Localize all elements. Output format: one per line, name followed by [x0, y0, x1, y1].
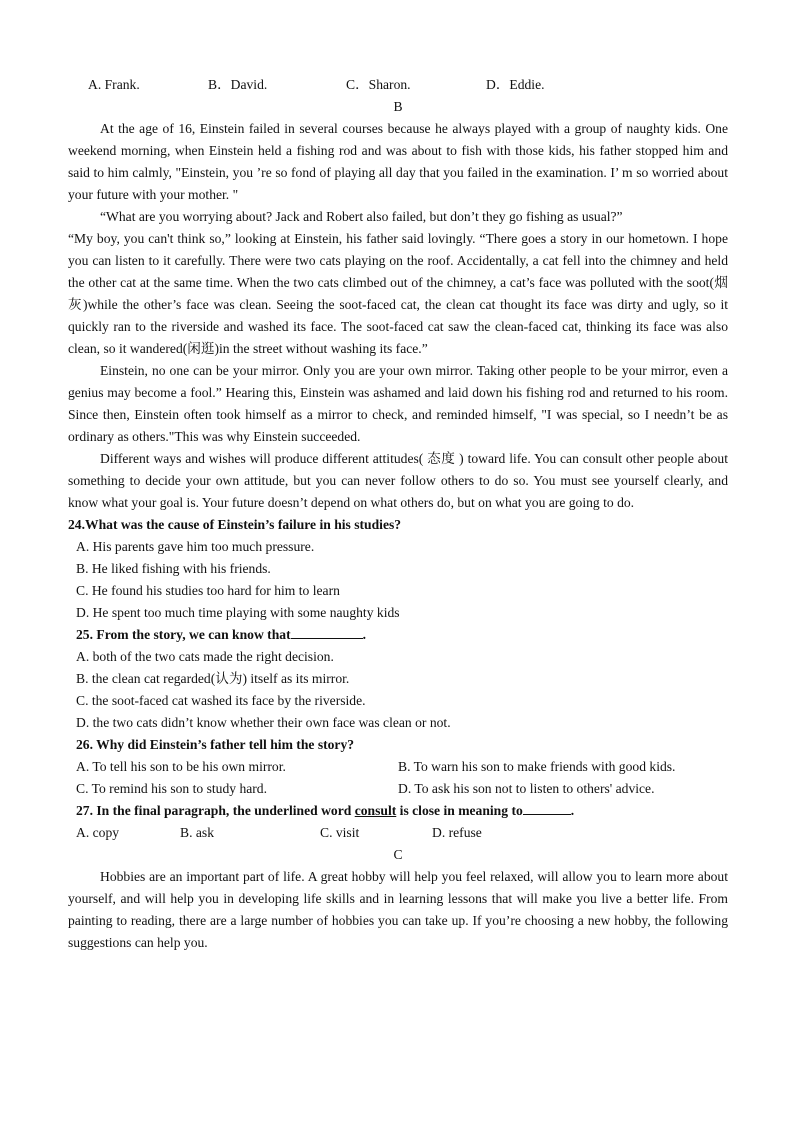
- question-25-option-d: D. the two cats didn’t know whether their own face was clean or not.: [76, 715, 451, 730]
- question-25-option-b: B. the clean cat regarded(认为) itself as its mirror.: [76, 671, 350, 686]
- question-26-stem: 26. Why did Einstein’s father tell him the story?: [76, 737, 355, 752]
- option-c: C．Sharon.: [346, 77, 411, 92]
- question-25-text: 25. From the story, we can know that: [76, 627, 291, 642]
- question-26-option-c: C. To remind his son to study hard.: [76, 781, 267, 796]
- passage-b-paragraph-5: Different ways and wishes will produce different attitudes( 态度 ) toward life. You can consult other people about something to decide your own attitude, but you can never follow others to do so. You must see yourself clearly, and know what your goal is. Your future doesn’t depend on what others do, but on what you are going to do.: [68, 451, 728, 510]
- passage-b-paragraph-1: At the age of 16, Einstein failed in several courses because he always played with a group of naughty kids. One weekend morning, when Einstein held a fishing rod and was about to fish with those kids, his father stopped him and said to him calmly, "Einstein, you ’re so fond of playing all day that you failed in the examination. I’ m so worried about your future with your mother. ": [68, 121, 728, 202]
- underlined-word: consult: [354, 803, 397, 818]
- option-d: D．Eddie.: [486, 77, 545, 92]
- question-24-option-d: D. He spent too much time playing with some naughty kids: [76, 605, 400, 620]
- question-27-options: [68, 822, 728, 844]
- question-24-option-a: A. His parents gave him too much pressure.: [76, 539, 315, 554]
- question-27-stem: [68, 800, 728, 822]
- option-b: B．David.: [208, 77, 268, 92]
- question-25-stem: [68, 624, 728, 646]
- question-26-option-b: B. To warn his son to make friends with good kids.: [398, 759, 676, 774]
- passage-c-paragraph-1: Hobbies are an important part of life. A great hobby will help you feel relaxed, will allow you to learn more about yourself, and will help you in developing life skills and in learning lessons that will make you live a better life. From painting to reading, there are a large number of hobbies you can take up. If you’re choosing a new hobby, the following suggestions can help you.: [68, 869, 728, 950]
- question-24-option-c: C. He found his studies too hard for him to learn: [76, 583, 340, 598]
- question-24-stem: 24.What was the cause of Einstein’s failure in his studies?: [68, 517, 402, 532]
- question-25-option-a: A. both of the two cats made the right decision.: [76, 649, 334, 664]
- question-26-option-a: A. To tell his son to be his own mirror.: [76, 759, 286, 774]
- passage-b-paragraph-4: Einstein, no one can be your mirror. Only you are your own mirror. Taking other people to be your mirror, even a genius may become a fool.” Hearing this, Einstein was ashamed and laid down his fishing rod and returned to his room. Since then, Einstein often took himself as a mirror to check, and reminded himself, "I was special, so I needn’t be as ordinary as others."This was why Einstein succeeded.: [68, 363, 728, 444]
- question-27-option-a: A. copy: [76, 825, 120, 840]
- answer-blank: [291, 624, 363, 639]
- passage-b-paragraph-3: “My boy, you can't think so,” looking at Einstein, his father said lovingly. “There goes a story in our hometown. I hope you can listen to it carefully. There were two cats playing on the roof. Accidentally, a cat fell into the chimney and held the other cat at the same time. When the two cats climbed out of the chimney, a cat’s face was polluted with the soot(烟灰)while the other’s face was clean. Seeing the soot-faced cat, the clean cat thought its face was dirty and ugly, so it quickly ran to the riverside and washed its face. The soot-faced cat saw the clean-faced cat, thinking its face was also clean, so it wandered(闲逛)in the street without washing its face.”: [68, 231, 728, 356]
- question-25-option-c: C. the soot-faced cat washed its face by the riverside.: [76, 693, 366, 708]
- question-27-option-b: B. ask: [180, 825, 214, 840]
- exam-page: [68, 74, 728, 954]
- question-26-options-row-2: [68, 778, 728, 800]
- question-24-option-b: B. He liked fishing with his friends.: [76, 561, 271, 576]
- section-c-heading: C: [393, 847, 403, 862]
- question-27-option-d: D. refuse: [432, 825, 482, 840]
- section-b-heading: B: [393, 99, 403, 114]
- question-25-end: .: [362, 627, 366, 642]
- question-27-period: .: [570, 803, 575, 818]
- option-a: A. Frank.: [88, 77, 140, 92]
- previous-question-options: [68, 74, 728, 96]
- answer-blank: [523, 800, 571, 815]
- question-27-text-end: is close in meaning to: [396, 803, 523, 818]
- question-27-option-c: C. visit: [320, 825, 360, 840]
- question-26-option-d: D. To ask his son not to listen to others' advice.: [398, 781, 655, 796]
- question-26-options-row-1: [68, 756, 728, 778]
- question-27-text: 27. In the final paragraph, the underlined word: [76, 803, 355, 818]
- passage-b-paragraph-2: “What are you worrying about? Jack and Robert also failed, but don’t they go fishing as usual?”: [100, 209, 623, 224]
